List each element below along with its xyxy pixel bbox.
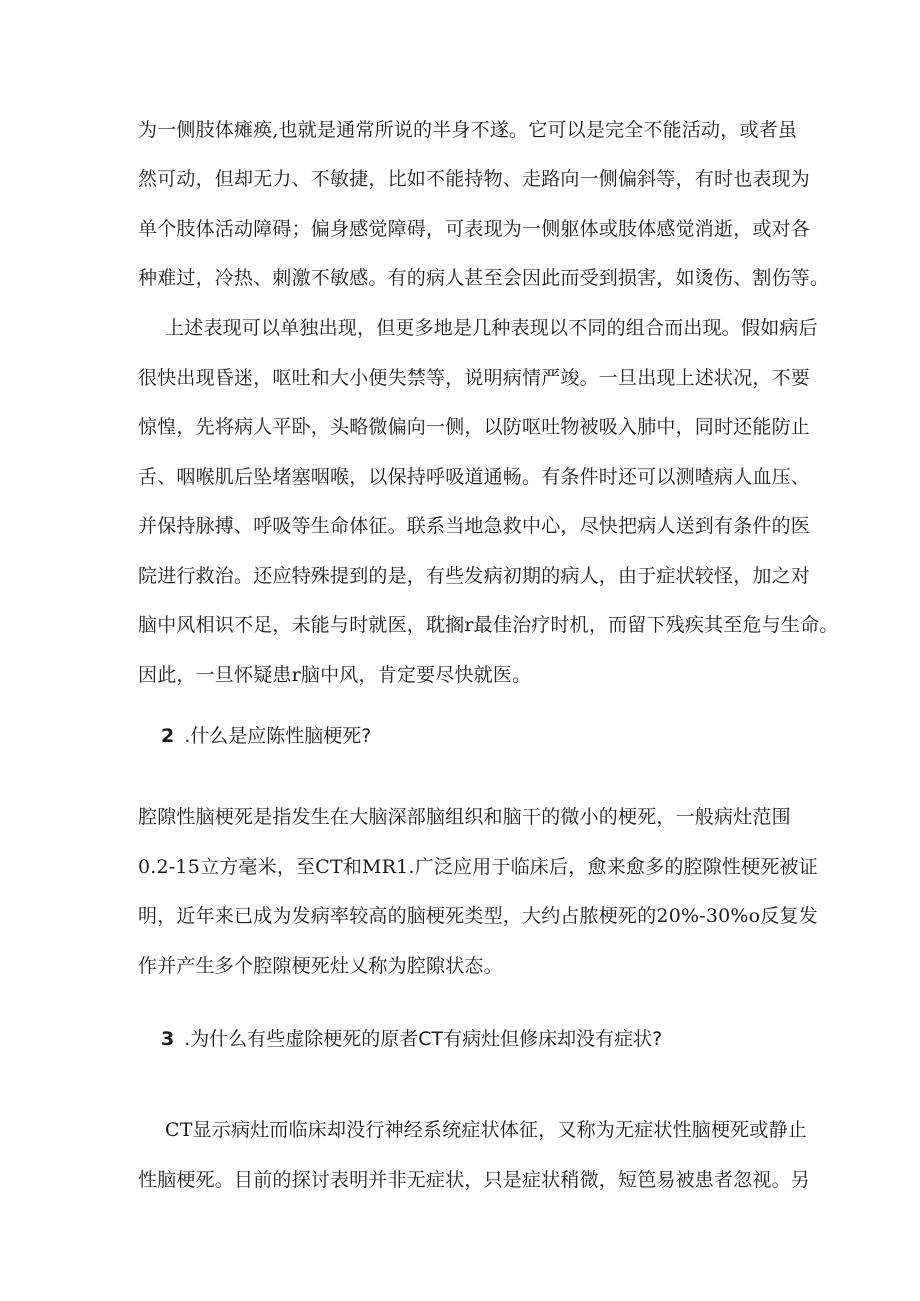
paragraph-2-line-6: 院进行救治。还应特殊提到的是，有些发病初期的病人，由于症状较怪，加之对 xyxy=(138,565,811,587)
section-heading-2 xyxy=(161,721,371,751)
paragraph-2-line-3: 惊惶，先将病人平卧，头略微偏向一侧，以防呕吐物被吸入肺中，同时还能防止 xyxy=(138,416,811,438)
paragraph-2-line-8: 因此，一旦怀疑患r脑中风，肯定要尽快就医。 xyxy=(138,664,532,686)
paragraph-2-line-2: 很快出现昏迷，呕吐和大小便失禁等，说明病情严竣。一旦出现上述状况，不要 xyxy=(138,367,811,389)
paragraph-4-line-2: 性脑梗死。目前的探讨表明并非无症状，只是症状稍微，短笆易被患者忽视。另 xyxy=(138,1169,811,1191)
paragraph-4-line-1: CT显示病灶而临床却没行神经系统症状体征，又称为无症状性脑梗死或静止 xyxy=(165,1119,808,1141)
paragraph-2-line-1: 上述表现可以单独出现，但更多地是几种表现以不同的组合而出现。假如病后 xyxy=(165,317,818,339)
section-heading-3 xyxy=(161,1024,662,1054)
section-heading-2-title: .什么是应陈性脑梗死? xyxy=(184,725,372,747)
paragraph-3-line-4: 作并产生多个腔隙梗死灶乂称为腔隙状态。 xyxy=(138,955,503,977)
paragraph-1-line-1: 为一侧肢体瘫痪,也就是通常所说的半身不遂。它可以是完全不能活动，或者虽 xyxy=(138,119,798,141)
paragraph-1-line-2: 然可动，但却无力、不敏捷，比如不能持物、走路向一侧偏斜等，有时也表现为 xyxy=(138,168,811,190)
paragraph-2-line-4: 舌、咽喉肌后坠堵塞咽喉，以保持呼吸道通畅。有条件时还可以测喳病人血压、 xyxy=(138,466,811,488)
section-heading-3-title: .为什么有些虚除梗死的原者CT有病灶但修床却没有症状? xyxy=(184,1028,663,1050)
section-heading-3-number: 3 xyxy=(161,1028,175,1050)
paragraph-3-line-3: 明，近年来已成为发病率较高的脑梗死类型，大约占脓梗死的20%-30%o反复发 xyxy=(138,905,818,927)
paragraph-2-line-7: 脑中风相识不足，未能与时就医，耽搁r最佳治疗时机，而留下残疾其至危与生命。 xyxy=(138,614,839,636)
section-heading-2-number: 2 xyxy=(161,725,175,747)
paragraph-3-line-2: 0.2-15立方毫米，至CT和MR1.广泛应用于临床后，愈来愈多的腔隙性梗死被证 xyxy=(138,856,818,878)
paragraph-3-line-1: 腔隙性脑梗死是指发生在大脑深部脑组织和脑干的微小的梗死，一般病灶范围 xyxy=(138,806,791,828)
paragraph-2-line-5: 并保持脉搏、呼吸等生命体征。联系当地急救中心，尽快把病人送到有条件的医 xyxy=(138,515,811,537)
paragraph-1-line-4: 种难过，冷热、刺激不敏感。有的病人甚至会因此而受到损害，如烫伤、割伤等。 xyxy=(138,267,830,289)
paragraph-1-line-3: 单个肢体活动障碍；偏身感觉障碍，可表现为一侧躯体或肢体感觉消逝，或对各 xyxy=(138,218,811,240)
